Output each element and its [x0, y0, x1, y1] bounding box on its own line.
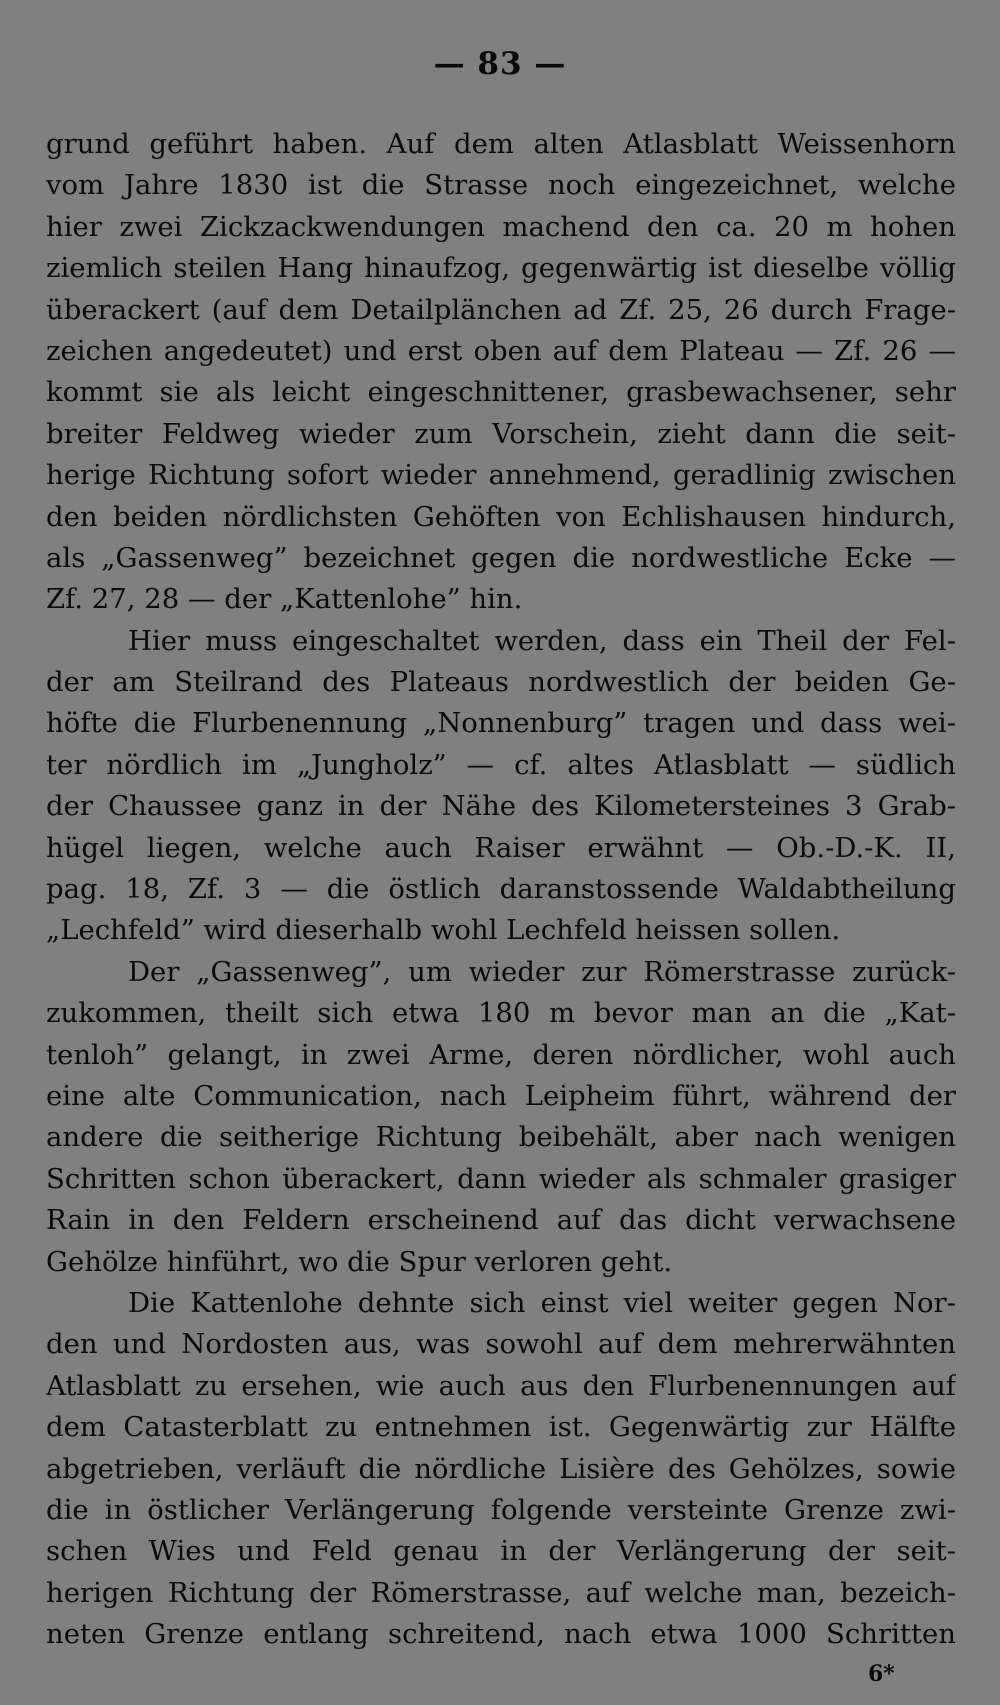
text-line: Schritten schon überackert, dann wieder als schmaler grasiger	[46, 1162, 956, 1195]
text-line: herigen Richtung der Römerstrasse, auf welche man, bezeich-	[46, 1576, 956, 1609]
signature-mark: 6*	[868, 1661, 895, 1687]
text-line: abgetrieben, verläuft die nördliche Lisière des Gehölzes, sowie	[46, 1452, 956, 1485]
text-line: der Chaussee ganz in der Nähe des Kilometersteines 3 Grab-	[46, 790, 956, 823]
text-line: als „Gassenweg” bezeichnet gegen die nordwestliche Ecke —	[46, 541, 956, 574]
text-line: ter nördlich im „Jungholz” — cf. altes Atlasblatt — südlich	[46, 748, 956, 781]
text-line: breiter Feldweg wieder zum Vorschein, zieht dann die seit-	[46, 417, 956, 450]
text-line: hier zwei Zickzackwendungen machend den ca. 20 m hohen	[46, 210, 956, 243]
text-line: pag. 18, Zf. 3 — die östlich daranstossende Waldabtheilung	[46, 873, 956, 906]
text-line: zukommen, theilt sich etwa 180 m bevor man an die „Kat-	[46, 997, 956, 1030]
text-line: zeichen angedeutet) und erst oben auf dem Plateau — Zf. 26 —	[46, 334, 956, 367]
text-line: dem Catasterblatt zu entnehmen ist. Gegenwärtig zur Hälfte	[46, 1411, 956, 1444]
page-number: — 83 —	[433, 46, 567, 82]
text-line: schen Wies und Feld genau in der Verlängerung der seit-	[46, 1535, 956, 1568]
text-line: grund geführt haben. Auf dem alten Atlasblatt Weissenhorn	[46, 128, 956, 160]
text-line: überackert (auf dem Detailplänchen ad Zf. 25, 26 durch Frage-	[46, 293, 956, 326]
text-line: den beiden nördlichsten Gehöften von Echlishausen hindurch,	[46, 500, 956, 533]
text-line: eine alte Communication, nach Leipheim führt, während der	[46, 1079, 956, 1112]
text-line: „Lechfeld” wird dieserhalb wohl Lechfeld heissen sollen.	[46, 914, 841, 947]
text-line: vom Jahre 1830 ist die Strasse noch eingezeichnet, welche	[46, 169, 956, 202]
text-line: Zf. 27, 28 — der „Kattenlohe” hin.	[46, 583, 523, 616]
text-line: der am Steilrand des Plateaus nordwestlich der beiden Ge-	[46, 666, 956, 699]
paragraph	[46, 952, 956, 1283]
text-line: kommt sie als leicht eingeschnittener, grasbewachsener, sehr	[46, 376, 956, 409]
text-line: Hier muss eingeschaltet werden, dass ein Theil der Fel-	[128, 624, 956, 657]
text-line: Rain in den Feldern erscheinend auf das dicht verwachsene	[46, 1204, 956, 1237]
text-line: ziemlich steilen Hang hinaufzog, gegenwärtig ist dieselbe völlig	[46, 252, 956, 285]
text-line: höfte die Flurbenennung „Nonnenburg” tragen und dass wei-	[46, 707, 956, 740]
text-line: Der „Gassenweg”, um wieder zur Römerstrasse zurück-	[128, 955, 956, 988]
text-line: die in östlicher Verlängerung folgende versteinte Grenze zwi-	[46, 1493, 956, 1526]
text-line: Gehölze hinführt, wo die Spur verloren geht.	[46, 1245, 673, 1278]
text-line: herige Richtung sofort wieder annehmend, geradlinig zwischen	[46, 459, 956, 492]
text-line: hügel liegen, welche auch Raiser erwähnt — Ob.-D.-K. II,	[46, 831, 956, 864]
paragraph	[46, 124, 956, 621]
text-line: den und Nordosten aus, was sowohl auf dem mehrerwähnten	[46, 1328, 956, 1361]
text-line: neten Grenze entlang schreitend, nach etwa 1000 Schritten	[46, 1618, 956, 1651]
text-line: Die Kattenlohe dehnte sich einst viel weiter gegen Nor-	[128, 1286, 956, 1319]
text-line: andere die seitherige Richtung beibehält, aber nach wenigen	[46, 1121, 956, 1154]
paragraph	[46, 621, 956, 952]
text-line: Atlasblatt zu ersehen, wie auch aus den Flurbenennungen auf	[46, 1369, 956, 1402]
paragraph	[46, 1283, 956, 1656]
body-text	[46, 124, 956, 1655]
text-line: tenloh” gelangt, in zwei Arme, deren nördlicher, wohl auch	[46, 1038, 956, 1071]
